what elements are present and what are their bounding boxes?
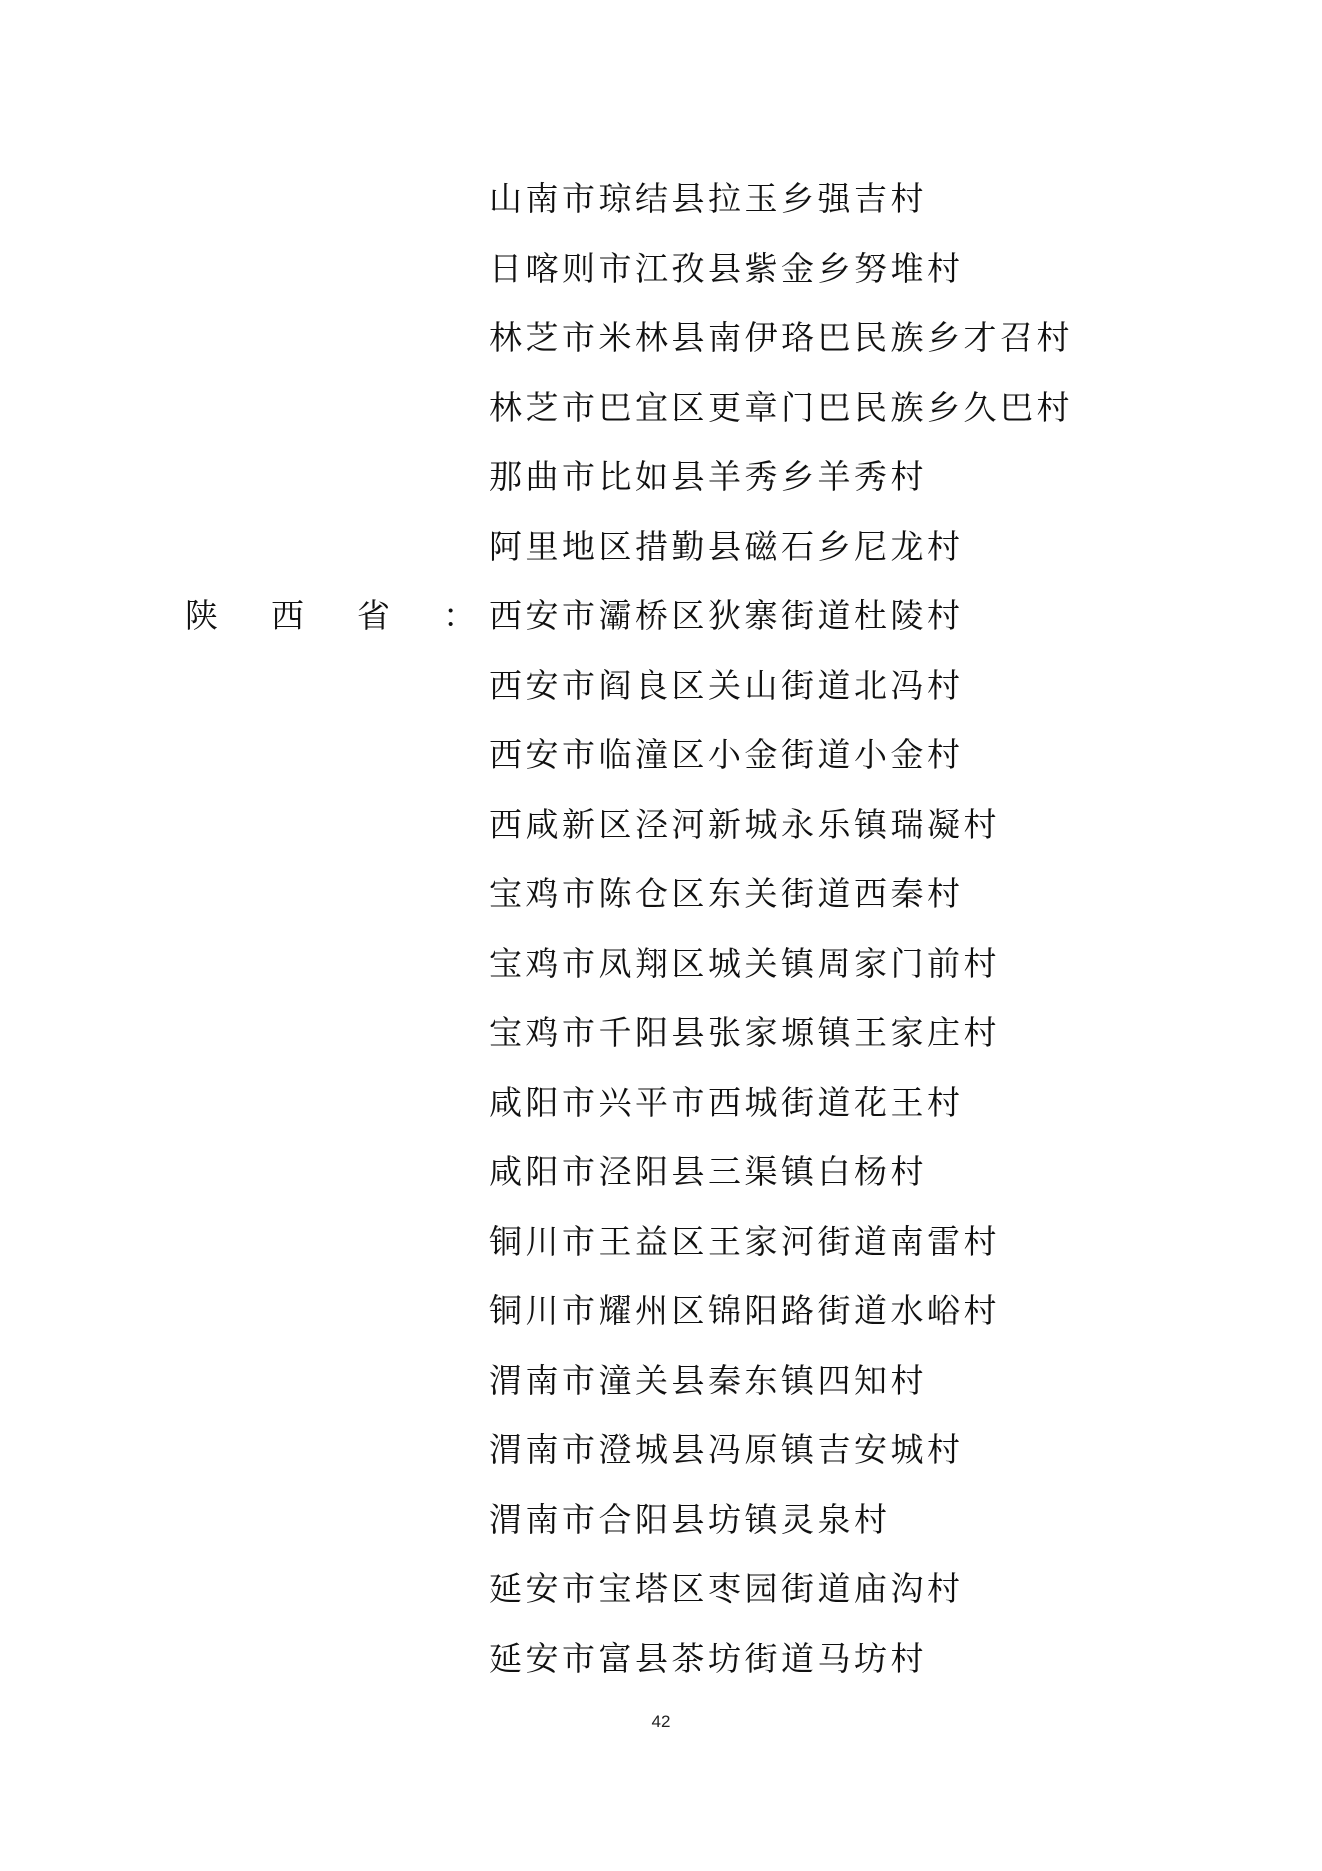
list-item: 铜川市耀州区锦阳路街道水峪村: [489, 1291, 1000, 1330]
province-char: 省: [357, 596, 390, 635]
list-item: 那曲市比如县羊秀乡羊秀村: [489, 457, 927, 496]
village-list: [489, 164, 1073, 1693]
page-number: 42: [651, 1712, 671, 1731]
list-item: 铜川市王益区王家河街道南雷村: [489, 1221, 1000, 1261]
list-item: 延安市宝塔区枣园街道庙沟村: [489, 1569, 964, 1608]
list-item: 咸阳市泾阳县三渠镇白杨村: [489, 1152, 927, 1191]
list-item: 阿里地区措勤县磁石乡尼龙村: [489, 526, 964, 566]
list-item: 林芝市米林县南伊珞巴民族乡才召村: [489, 318, 1073, 357]
province-char: 西: [271, 596, 304, 635]
province-colon: ：: [443, 596, 476, 635]
list-item: 宝鸡市凤翔区城关镇周家门前村: [489, 943, 1000, 983]
list-item: 宝鸡市千阳县张家塬镇王家庄村: [489, 1013, 1000, 1052]
list-item: 宝鸡市陈仓区东关街道西秦村: [489, 874, 964, 913]
list-item: 西咸新区泾河新城永乐镇瑞凝村: [489, 804, 1000, 844]
province-char: 陕: [185, 596, 218, 635]
list-item: 渭南市澄城县冯原镇吉安城村: [489, 1430, 964, 1469]
province-label: [185, 581, 476, 651]
list-item: 山南市琼结县拉玉乡强吉村: [489, 179, 927, 218]
list-item: 咸阳市兴平市西城街道花王村: [489, 1082, 964, 1122]
list-item: 林芝市巴宜区更章门巴民族乡久巴村: [489, 387, 1073, 427]
list-item: 延安市富县茶坊街道马坊村: [489, 1638, 927, 1678]
list-item: 西安市灞桥区狄寨街道杜陵村: [489, 596, 964, 635]
list-item: 渭南市潼关县秦东镇四知村: [489, 1360, 927, 1400]
list-item: 西安市阎良区关山街道北冯村: [489, 665, 964, 705]
list-item: 西安市临潼区小金街道小金村: [489, 735, 964, 774]
list-item: 渭南市合阳县坊镇灵泉村: [489, 1499, 891, 1539]
list-item: 日喀则市江孜县紫金乡努堆村: [489, 248, 964, 288]
